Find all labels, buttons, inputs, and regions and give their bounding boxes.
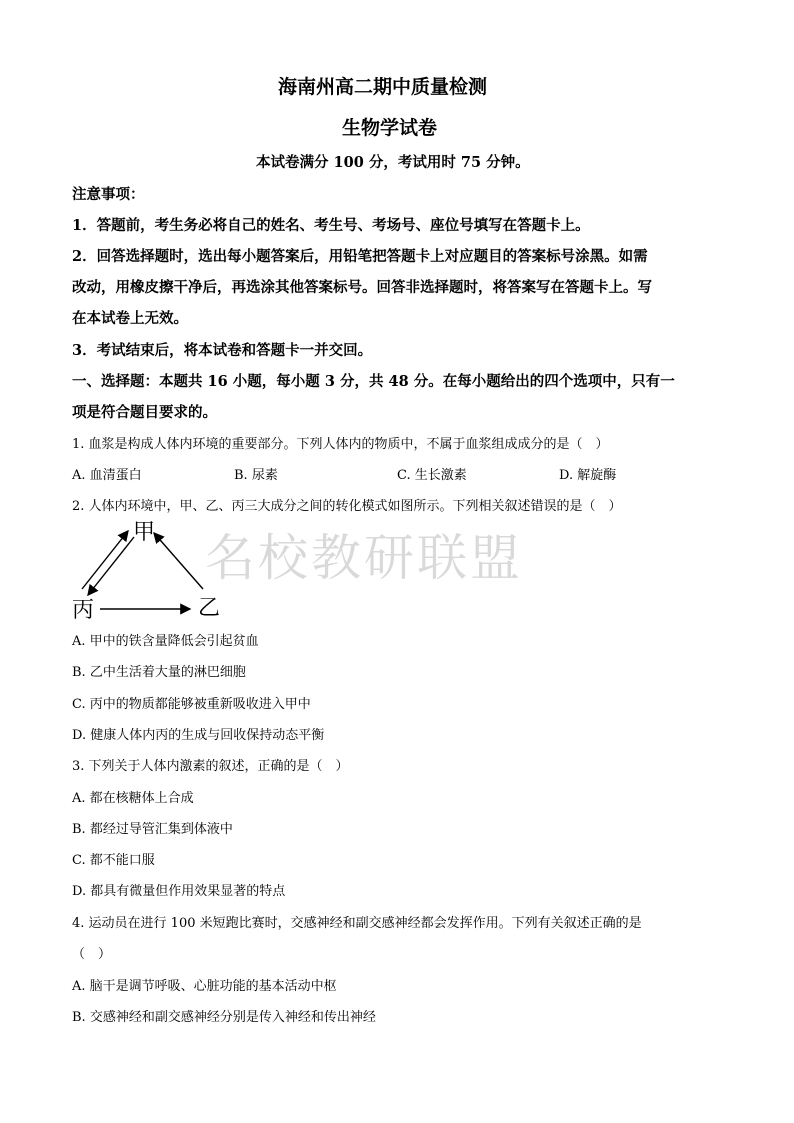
notes-item-2-line-3: 在本试卷上无效。 bbox=[72, 310, 188, 327]
q1-option-b: B. 尿素 bbox=[234, 468, 278, 483]
arrow-bing-to-jia bbox=[82, 531, 128, 589]
q4-stem-line-1: 4. 运动员在进行 100 米短跑比赛时，交感神经和副交感神经都会发挥作用。下列有关叙述正确的是 bbox=[72, 916, 642, 931]
q1-option-c: C. 生长激素 bbox=[397, 468, 467, 483]
notes-item-2-line-2: 改动，用橡皮擦干净后，再选涂其他答案标号。回答非选择题时，将答案写在答题卡上。写 bbox=[72, 279, 652, 296]
q1-option-a: A. 血清蛋白 bbox=[72, 468, 142, 483]
q2-option-c: C. 丙中的物质都能够被重新吸收进入甲中 bbox=[72, 697, 311, 712]
exam-info: 本试卷满分 100 分，考试用时 75 分钟。 bbox=[256, 154, 530, 171]
watermark-text: 名校教研联盟 bbox=[205, 529, 523, 587]
q3-option-c: C. 都不能口服 bbox=[72, 853, 155, 868]
q3-option-a: A. 都在核糖体上合成 bbox=[72, 791, 194, 806]
q3-option-d: D. 都具有微量但作用效果显著的特点 bbox=[72, 884, 286, 899]
q4-stem-line-2: （ ） bbox=[72, 947, 112, 962]
section-1-heading-line-1: 一、选择题：本题共 16 小题，每小题 3 分，共 48 分。在每小题给出的四个选项中，只有一 bbox=[72, 373, 675, 390]
notes-heading: 注意事项： bbox=[72, 186, 145, 203]
arrow-jia-to-bing bbox=[88, 537, 134, 595]
q4-option-b: B. 交感神经和副交感神经分别是传入神经和传出神经 bbox=[72, 1010, 376, 1025]
q2-option-a: A. 甲中的铁含量降低会引起贫血 bbox=[72, 634, 259, 649]
q2-option-d: D. 健康人体内丙的生成与回收保持动态平衡 bbox=[72, 728, 325, 743]
section-1-heading-line-2: 项是符合题目要求的。 bbox=[72, 404, 217, 421]
q4-option-a: A. 脑干是调节呼吸、心脏功能的基本活动中枢 bbox=[72, 979, 337, 994]
diagram-node-yi: 乙 bbox=[198, 596, 221, 621]
q1-option-d: D. 解旋酶 bbox=[559, 468, 617, 483]
diagram-node-bing: 丙 bbox=[72, 598, 95, 623]
q1-stem: 1. 血浆是构成人体内环境的重要部分。下列人体内的物质中，不属于血浆组成成分的是（ ） bbox=[72, 437, 609, 452]
q3-stem: 3. 下列关于人体内激素的叙述，正确的是（ ） bbox=[72, 759, 349, 774]
diagram-node-jia: 甲 bbox=[133, 520, 156, 545]
exam-subtitle: 生物学试卷 bbox=[342, 117, 438, 139]
notes-item-3: 3．考试结束后，将本试卷和答题卡一并交回。 bbox=[72, 342, 373, 359]
q3-option-b: B. 都经过导管汇集到体液中 bbox=[72, 822, 233, 837]
arrow-yi-to-jia bbox=[154, 533, 203, 589]
q2-stem: 2. 人体内环境中，甲、乙、丙三大成分之间的转化模式如图所示。下列相关叙述错误的是（ ） bbox=[72, 499, 622, 514]
notes-item-2-line-1: 2．回答选择题时，选出每小题答案后，用铅笔把答题卡上对应题目的答案标号涂黑。如需 bbox=[72, 248, 648, 265]
exam-title: 海南州高二期中质量检测 bbox=[278, 76, 488, 98]
q2-diagram bbox=[70, 515, 230, 625]
notes-item-1: 1．答题前，考生务必将自己的姓名、考生号、考场号、座位号填写在答题卡上。 bbox=[72, 217, 590, 234]
q2-option-b: B. 乙中生活着大量的淋巴细胞 bbox=[72, 665, 246, 680]
